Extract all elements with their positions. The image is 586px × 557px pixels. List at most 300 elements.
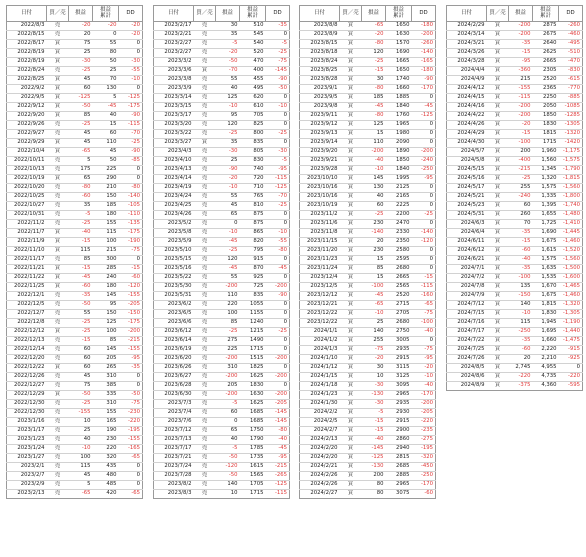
- cell-cum: 2305: [533, 67, 559, 76]
- cell-cum: 2520: [386, 292, 412, 301]
- table-row: [447, 67, 583, 76]
- cell-cum: 1825: [240, 364, 266, 373]
- cell-date: 2022/9/26: [7, 121, 47, 130]
- cell-date: 2024/8/9: [447, 382, 487, 391]
- cell-pl: 45: [216, 202, 240, 211]
- cell-pl: 115: [509, 319, 533, 328]
- cell-pl: 45: [69, 472, 93, 481]
- cell-dd: -165: [119, 445, 143, 454]
- cell-date: 2023/2/21: [154, 31, 194, 40]
- cell-dd: -75: [266, 58, 290, 67]
- cell-dd: -1,480: [559, 211, 583, 220]
- cell-date: 2023/8/15: [300, 40, 340, 49]
- cell-cum: 145: [93, 292, 119, 301]
- cell-date: 2024/8/5: [447, 364, 487, 373]
- cell-side: 買: [340, 301, 362, 310]
- cell-side: 買: [487, 31, 509, 40]
- cell-date: 2022/11/7: [7, 229, 47, 238]
- cell-side: 買: [340, 175, 362, 184]
- cell-dd: -1,475: [559, 337, 583, 346]
- cell-date: 2024/5/31: [447, 211, 487, 220]
- header-side: 買／売: [340, 6, 362, 22]
- cell-cum: 290: [93, 175, 119, 184]
- table-row: [7, 76, 143, 85]
- cell-cum: 2565: [386, 283, 412, 292]
- cell-date: 2023/10/10: [300, 175, 340, 184]
- cell-dd: -65: [119, 490, 143, 499]
- cell-dd: -140: [412, 49, 436, 58]
- cell-date: 2022/12/27: [7, 382, 47, 391]
- cell-date: 2024/1/15: [300, 373, 340, 382]
- cell-date: 2022/10/20: [7, 184, 47, 193]
- cell-pl: -25: [216, 130, 240, 139]
- cell-dd: -95: [266, 454, 290, 463]
- table-row: [300, 292, 436, 301]
- table-row: [154, 40, 290, 49]
- header-date: 日付: [300, 6, 340, 22]
- cell-pl: -70: [216, 67, 240, 76]
- cell-pl: 205: [216, 382, 240, 391]
- cell-pl: -130: [362, 391, 386, 400]
- cell-pl: -20: [216, 175, 240, 184]
- header-side: 買／売: [487, 6, 509, 22]
- cell-dd: -470: [559, 58, 583, 67]
- cell-cum: 400: [240, 67, 266, 76]
- cell-date: 2023/7/6: [154, 418, 194, 427]
- cell-dd: -200: [412, 400, 436, 409]
- table-row: [447, 202, 583, 211]
- cell-side: 売: [194, 436, 216, 445]
- cell-pl: 60: [509, 202, 533, 211]
- table-row: [154, 67, 290, 76]
- cell-side: 売: [194, 211, 216, 220]
- table-row: [300, 445, 436, 454]
- table-row: [154, 310, 290, 319]
- cell-dd: -30: [119, 58, 143, 67]
- cell-cum: 300: [93, 256, 119, 265]
- cell-side: 買: [340, 373, 362, 382]
- cell-date: 2023/5/8: [154, 229, 194, 238]
- cell-side: 売: [194, 418, 216, 427]
- cell-dd: -1,520: [559, 247, 583, 256]
- cell-pl: 15: [362, 274, 386, 283]
- cell-date: 2024/4/4: [447, 67, 487, 76]
- cell-date: 2023/9/5: [300, 94, 340, 103]
- cell-dd: -615: [559, 76, 583, 85]
- cell-cum: 1,945: [533, 319, 559, 328]
- table-row: [7, 319, 143, 328]
- cell-dd: -510: [559, 49, 583, 58]
- cell-dd: 0: [266, 139, 290, 148]
- cell-side: 売: [47, 445, 69, 454]
- table-row: [7, 238, 143, 247]
- cell-pl: 85: [362, 265, 386, 274]
- cell-pl: 60: [69, 364, 93, 373]
- cell-side: 買: [340, 85, 362, 94]
- cell-cum: 1830: [240, 382, 266, 391]
- cell-cum: 155: [93, 220, 119, 229]
- cell-pl: -20: [509, 121, 533, 130]
- cell-pl: 0: [216, 418, 240, 427]
- table-row: [447, 319, 583, 328]
- cell-pl: 100: [69, 454, 93, 463]
- cell-dd: -265: [266, 472, 290, 481]
- cell-date: 2024/6/21: [447, 256, 487, 265]
- cell-cum: 620: [240, 94, 266, 103]
- cell-cum: 230: [93, 436, 119, 445]
- cell-date: 2023/7/3: [154, 400, 194, 409]
- cell-pl: -60: [69, 193, 93, 202]
- table-row: [447, 292, 583, 301]
- table-row: [7, 130, 143, 139]
- cell-dd: -160: [412, 292, 436, 301]
- table-row: [154, 103, 290, 112]
- cell-date: 2023/2/13: [7, 490, 47, 499]
- cell-pl: -125: [362, 454, 386, 463]
- table-row: [447, 121, 583, 130]
- cell-dd: -125: [119, 94, 143, 103]
- cell-dd: -45: [266, 265, 290, 274]
- cell-pl: -30: [362, 382, 386, 391]
- table-row: [7, 31, 143, 40]
- cell-pl: -25: [509, 175, 533, 184]
- cell-dd: -5: [266, 40, 290, 49]
- cell-side: 買: [487, 202, 509, 211]
- cell-side: 買: [340, 256, 362, 265]
- cell-side: 売: [194, 76, 216, 85]
- cell-date: 2024/5/17: [447, 184, 487, 193]
- table-row: [447, 58, 583, 67]
- cell-pl: 15: [362, 130, 386, 139]
- cell-pl: 40: [216, 85, 240, 94]
- cell-side: 買: [340, 427, 362, 436]
- cell-cum: 2930: [386, 409, 412, 418]
- cell-cum: 865: [240, 229, 266, 238]
- table-row: [447, 328, 583, 337]
- table-row: [300, 112, 436, 121]
- cell-date: 2023/5/2: [154, 220, 194, 229]
- cell-date: 2023/8/25: [300, 67, 340, 76]
- cell-cum: 1,560: [533, 157, 559, 166]
- cell-pl: 45: [69, 130, 93, 139]
- cell-dd: 0: [266, 364, 290, 373]
- cell-dd: -110: [119, 211, 143, 220]
- cell-date: 2024/1/12: [300, 364, 340, 373]
- cell-date: 2023/2/17: [154, 22, 194, 31]
- cell-cum: 2915: [386, 418, 412, 427]
- cell-side: 買: [487, 22, 509, 31]
- cell-dd: -15: [412, 274, 436, 283]
- cell-cum: 85: [93, 337, 119, 346]
- cell-cum: 2680: [386, 265, 412, 274]
- cell-dd: -320: [412, 454, 436, 463]
- cell-pl: -45: [362, 103, 386, 112]
- cell-date: 2024/2/7: [300, 427, 340, 436]
- cell-dd: -145: [266, 409, 290, 418]
- cell-date: 2024/2/26: [300, 481, 340, 490]
- table-row: [300, 283, 436, 292]
- table-row: [154, 292, 290, 301]
- cell-cum: 1760: [386, 112, 412, 121]
- cell-side: 買: [487, 58, 509, 67]
- cell-dd: -1,740: [559, 202, 583, 211]
- cell-side: 売: [47, 409, 69, 418]
- cell-date: 2023/2/27: [154, 49, 194, 58]
- cell-side: 買: [487, 103, 509, 112]
- cell-cum: 3005: [386, 337, 412, 346]
- cell-dd: -1,445: [559, 229, 583, 238]
- cell-side: 売: [47, 220, 69, 229]
- table-row: [154, 409, 290, 418]
- cell-side: 買: [340, 229, 362, 238]
- cell-date: 2024/3/28: [447, 58, 487, 67]
- cell-date: 2023/6/26: [154, 364, 194, 373]
- cell-cum: 285: [93, 265, 119, 274]
- cell-pl: 10: [69, 418, 93, 427]
- cell-cum: 1,575: [533, 184, 559, 193]
- table-row: [447, 103, 583, 112]
- cell-pl: -200: [362, 148, 386, 157]
- table-row: [300, 355, 436, 364]
- table-row: [447, 85, 583, 94]
- cell-pl: 70: [509, 220, 533, 229]
- cell-dd: 0: [266, 301, 290, 310]
- cell-cum: 2750: [386, 328, 412, 337]
- cell-cum: 2665: [533, 58, 559, 67]
- table-row: [7, 463, 143, 472]
- cell-pl: -40: [509, 256, 533, 265]
- cell-side: 買: [47, 175, 69, 184]
- table-row: [300, 148, 436, 157]
- cell-cum: 50: [93, 58, 119, 67]
- cell-date: 2023/7/4: [154, 409, 194, 418]
- cell-side: 売: [194, 202, 216, 211]
- table-row: [300, 175, 436, 184]
- trade-table: [153, 5, 290, 499]
- cell-pl: -200: [509, 31, 533, 40]
- cell-dd: -140: [119, 193, 143, 202]
- cell-pl: -25: [216, 247, 240, 256]
- cell-dd: -195: [412, 445, 436, 454]
- cell-date: 2024/5/23: [447, 202, 487, 211]
- cell-dd: 0: [266, 337, 290, 346]
- table-row: [154, 283, 290, 292]
- cell-date: 2023/2/7: [7, 472, 47, 481]
- cell-date: 2023/4/26: [154, 211, 194, 220]
- cell-side: 買: [47, 148, 69, 157]
- cell-cum: 1,655: [533, 211, 559, 220]
- cell-side: 買: [340, 211, 362, 220]
- table-row: [447, 337, 583, 346]
- cell-side: 売: [47, 418, 69, 427]
- cell-cum: 1215: [240, 328, 266, 337]
- cell-dd: -200: [266, 373, 290, 382]
- cell-side: 売: [194, 121, 216, 130]
- cell-pl: 120: [216, 121, 240, 130]
- cell-side: 買: [340, 283, 362, 292]
- table-row: [300, 40, 436, 49]
- cell-dd: 0: [119, 256, 143, 265]
- cell-side: 買: [487, 157, 509, 166]
- cell-pl: -95: [509, 58, 533, 67]
- cell-date: 2023/1/16: [7, 418, 47, 427]
- cell-dd: -120: [412, 238, 436, 247]
- cell-cum: 835: [240, 292, 266, 301]
- cell-date: 2023/6/2: [154, 301, 194, 310]
- cell-date: 2024/4/12: [447, 85, 487, 94]
- cell-cum: 1615: [240, 463, 266, 472]
- cell-cum: 1,725: [533, 220, 559, 229]
- cell-pl: 80: [362, 490, 386, 499]
- cell-cum: 1,660: [533, 337, 559, 346]
- cell-cum: 710: [240, 184, 266, 193]
- cell-pl: 25: [69, 427, 93, 436]
- cell-dd: -1,500: [559, 265, 583, 274]
- cell-side: 買: [340, 355, 362, 364]
- cell-date: 2023/6/20: [154, 355, 194, 364]
- cell-dd: -175: [119, 319, 143, 328]
- cell-side: 売: [194, 184, 216, 193]
- table-row: [7, 121, 143, 130]
- cell-dd: 0: [119, 382, 143, 391]
- cell-side: 売: [194, 58, 216, 67]
- cell-cum: 2900: [386, 427, 412, 436]
- table-row: [300, 364, 436, 373]
- cell-pl: -200: [216, 283, 240, 292]
- cell-dd: -20: [119, 31, 143, 40]
- cell-side: 売: [194, 31, 216, 40]
- cell-date: 2023/6/28: [154, 382, 194, 391]
- cell-side: 買: [340, 274, 362, 283]
- cell-date: 2023/9/13: [300, 130, 340, 139]
- cell-dd: -495: [559, 40, 583, 49]
- cell-side: 売: [194, 103, 216, 112]
- table-row: [154, 355, 290, 364]
- cell-pl: -50: [69, 103, 93, 112]
- cell-dd: -95: [412, 175, 436, 184]
- cell-dd: -200: [266, 391, 290, 400]
- cell-dd: -925: [559, 355, 583, 364]
- cell-cum: 2715: [386, 301, 412, 310]
- table-row: [7, 112, 143, 121]
- table-row: [7, 274, 143, 283]
- cell-pl: -80: [69, 184, 93, 193]
- cell-side: 売: [194, 337, 216, 346]
- table-row: [154, 148, 290, 157]
- cell-dd: 0: [412, 139, 436, 148]
- table-row: [7, 301, 143, 310]
- cell-date: 2024/2/5: [300, 418, 340, 427]
- cell-pl: -25: [362, 58, 386, 67]
- header-date: 日付: [447, 6, 487, 22]
- cell-pl: -100: [509, 139, 533, 148]
- cell-date: 2022/8/19: [7, 49, 47, 58]
- cell-pl: -15: [362, 67, 386, 76]
- cell-dd: -40: [266, 436, 290, 445]
- cell-pl: -130: [362, 463, 386, 472]
- cell-pl: -50: [216, 58, 240, 67]
- cell-side: 売: [47, 472, 69, 481]
- cell-dd: -205: [266, 400, 290, 409]
- cell-dd: -40: [412, 382, 436, 391]
- cell-dd: -55: [266, 238, 290, 247]
- table-row: [7, 472, 143, 481]
- cell-pl: 115: [69, 247, 93, 256]
- cell-side: 買: [47, 58, 69, 67]
- cell-pl: 145: [362, 175, 386, 184]
- cell-side: 売: [194, 49, 216, 58]
- table-row: [300, 472, 436, 481]
- cell-date: 2022/12/13: [7, 337, 47, 346]
- cell-dd: -1,305: [559, 310, 583, 319]
- cell-dd: 0: [412, 337, 436, 346]
- cell-pl: 225: [216, 346, 240, 355]
- cell-cum: 15: [93, 121, 119, 130]
- cell-date: 2022/9/20: [7, 112, 47, 121]
- table-row: [300, 337, 436, 346]
- cell-cum: 2815: [386, 454, 412, 463]
- table-row: [154, 454, 290, 463]
- cell-pl: -250: [509, 328, 533, 337]
- cell-dd: -115: [266, 175, 290, 184]
- cell-date: 2022/12/14: [7, 346, 47, 355]
- cell-date: 2024/2/29: [447, 22, 487, 31]
- cell-cum: 1,670: [533, 283, 559, 292]
- header-dd: DD: [412, 6, 436, 22]
- cell-date: 2022/9/2: [7, 85, 47, 94]
- cell-dd: -1420: [559, 139, 583, 148]
- table-row: [154, 211, 290, 220]
- cell-side: 買: [487, 301, 509, 310]
- cell-side: 買: [47, 328, 69, 337]
- table-row: [7, 265, 143, 274]
- cell-pl: 40: [216, 436, 240, 445]
- cell-pl: 200: [509, 148, 533, 157]
- cell-cum: 3115: [386, 364, 412, 373]
- cell-pl: 55: [216, 193, 240, 202]
- cell-pl: -20: [216, 49, 240, 58]
- cell-side: 売: [47, 211, 69, 220]
- cell-pl: -25: [69, 328, 93, 337]
- table-row: [447, 139, 583, 148]
- cell-cum: 215: [93, 247, 119, 256]
- cell-pl: -90: [216, 166, 240, 175]
- table-row: [7, 373, 143, 382]
- table-row: [7, 283, 143, 292]
- cell-pl: -20: [362, 355, 386, 364]
- cell-pl: -60: [69, 283, 93, 292]
- table-row: [300, 139, 436, 148]
- cell-date: 2024/6/3: [447, 220, 487, 229]
- table-row: [7, 292, 143, 301]
- header-date: 日付: [7, 6, 47, 22]
- cell-dd: -1085: [559, 103, 583, 112]
- cell-dd: -450: [412, 463, 436, 472]
- cell-cum: 115: [93, 229, 119, 238]
- cell-pl: -65: [69, 148, 93, 157]
- cell-side: 売: [194, 256, 216, 265]
- cell-side: 買: [487, 310, 509, 319]
- cell-dd: -90: [412, 76, 436, 85]
- cell-cum: 2365: [533, 85, 559, 94]
- table-row: [7, 58, 143, 67]
- cell-cum: 1625: [240, 400, 266, 409]
- cell-dd: -220: [412, 418, 436, 427]
- cell-pl: 10: [362, 373, 386, 382]
- cell-cum: 4,735: [533, 373, 559, 382]
- cell-pl: -200: [509, 22, 533, 31]
- table-row: [7, 355, 143, 364]
